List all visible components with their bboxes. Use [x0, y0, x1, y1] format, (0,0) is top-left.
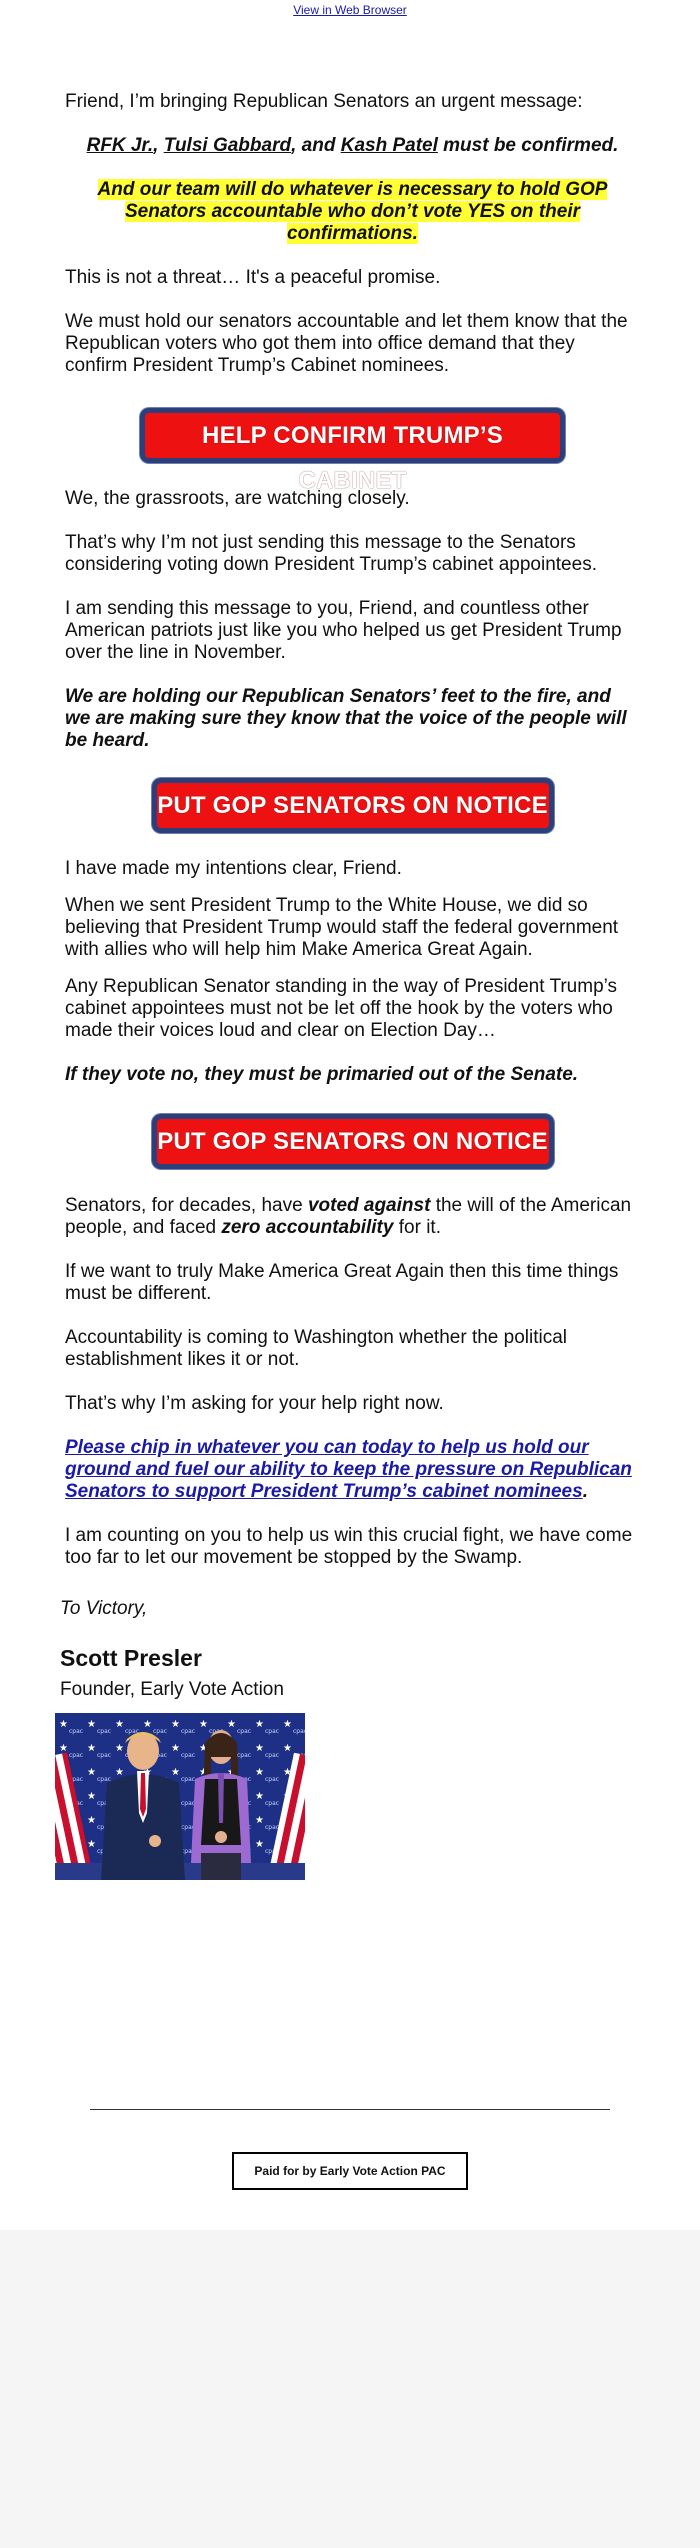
grassroots-paragraph: We, the grassroots, are watching closely.: [65, 488, 410, 509]
nominee-separator: , and: [291, 135, 341, 156]
not-just-paragraph: That’s why I’m not just sending this message to the Senators considering voting down President Trump’s cabinet appointees.: [65, 532, 597, 575]
sending-you-paragraph: I am sending this message to you, Friend, and countless other American patriots just like you who helped us get President Trump over the line in November.: [65, 598, 622, 663]
feet-fire-paragraph: We are holding our Republican Senators’ feet to the fire, and we are making sure they know that the voice of the people will be heard.: [65, 686, 627, 751]
chip-in-period: .: [582, 1481, 588, 1502]
voted-against-text: voted against: [307, 1195, 431, 1216]
signature-block: [60, 1598, 640, 1701]
top-bar: [0, 0, 700, 19]
primaried-paragraph: If they vote no, they must be primaried out of the Senate.: [65, 1064, 579, 1085]
put-senators-on-notice-button-2[interactable]: PUT GOP SENATORS ON NOTICE: [152, 1114, 554, 1169]
maga-paragraph: If we want to truly Make America Great Again then this time things must be different.: [65, 1261, 619, 1304]
paid-for-box: [232, 2152, 468, 2190]
signer-photo: [55, 1713, 305, 1880]
cta-3-wrap: [65, 1114, 640, 1169]
help-confirm-cabinet-button[interactable]: HELP CONFIRM TRUMP’S CABINET: [140, 408, 565, 463]
cta-1-wrap: [65, 408, 640, 494]
nominee-patel-link[interactable]: Kash Patel: [340, 135, 438, 156]
nominees-paragraph: [65, 135, 640, 157]
nominee-gabbard-link[interactable]: Tulsi Gabbard: [163, 135, 292, 156]
asking-paragraph: That’s why I’m asking for your help right now.: [65, 1393, 444, 1414]
not-threat-paragraph: This is not a threat… It's a peaceful promise.: [65, 267, 441, 288]
signer-title: Founder, Early Vote Action: [60, 1679, 284, 1700]
nominee-separator: ,: [153, 135, 164, 156]
white-house-paragraph: When we sent President Trump to the White House, we did so believing that President Trump would staff the federal government with allies who will help him Make America Great Again.: [65, 895, 619, 960]
chip-in-paragraph: [65, 1437, 640, 1503]
decades-text-1: Senators, for decades, have: [65, 1195, 308, 1216]
greeting-paragraph: Friend, I’m bringing Republican Senators an urgent message:: [65, 91, 583, 112]
nominee-rfk-link[interactable]: RFK Jr.: [86, 135, 154, 156]
decades-text-2: the will of the American people, and faced: [65, 1195, 632, 1238]
paid-for-text: Paid for by Early Vote Action PAC: [254, 2164, 446, 2178]
signer-name: Scott Presler: [60, 1645, 202, 1671]
decades-paragraph: [65, 1195, 640, 1239]
zero-accountability-text: zero accountability: [221, 1217, 394, 1238]
chip-in-link[interactable]: Please chip in whatever you can today to help us hold our ground and fuel our ability to keep the pressure on Republican Senators to support President Trump’s cabinet nominees: [65, 1437, 632, 1502]
counting-paragraph: I am counting on you to help us win this crucial fight, we have come too far to let our movement be stopped by the Swamp.: [65, 1525, 633, 1568]
view-in-browser-link[interactable]: View in Web Browser: [293, 3, 407, 17]
footer-divider: [90, 2109, 610, 2110]
closing-text: To Victory,: [60, 1598, 148, 1619]
put-senators-on-notice-button[interactable]: PUT GOP SENATORS ON NOTICE: [152, 778, 554, 833]
cta-2-wrap: [65, 778, 640, 833]
hold-accountable-paragraph: We must hold our senators accountable and let them know that the Republican voters who got them into office demand that they confirm President Trump’s Cabinet nominees.: [65, 311, 628, 376]
highlight-paragraph: [65, 179, 640, 245]
coming-paragraph: Accountability is coming to Washington whether the political establishment likes it or not.: [65, 1327, 567, 1370]
decades-text-3: for it.: [393, 1217, 441, 1238]
intentions-paragraph: I have made my intentions clear, Friend.: [65, 858, 402, 879]
must-confirm-text: must be confirmed.: [437, 135, 619, 156]
any-senator-paragraph: Any Republican Senator standing in the way of President Trump’s cabinet appointees must not be let off the hook by the voters who made their voices loud and clear on Election Day…: [65, 976, 618, 1041]
email-body: [65, 91, 640, 1569]
highlight-text: And our team will do whatever is necessary to hold GOP Senators accountable who don’t vote YES on their confirmations.: [97, 179, 608, 244]
